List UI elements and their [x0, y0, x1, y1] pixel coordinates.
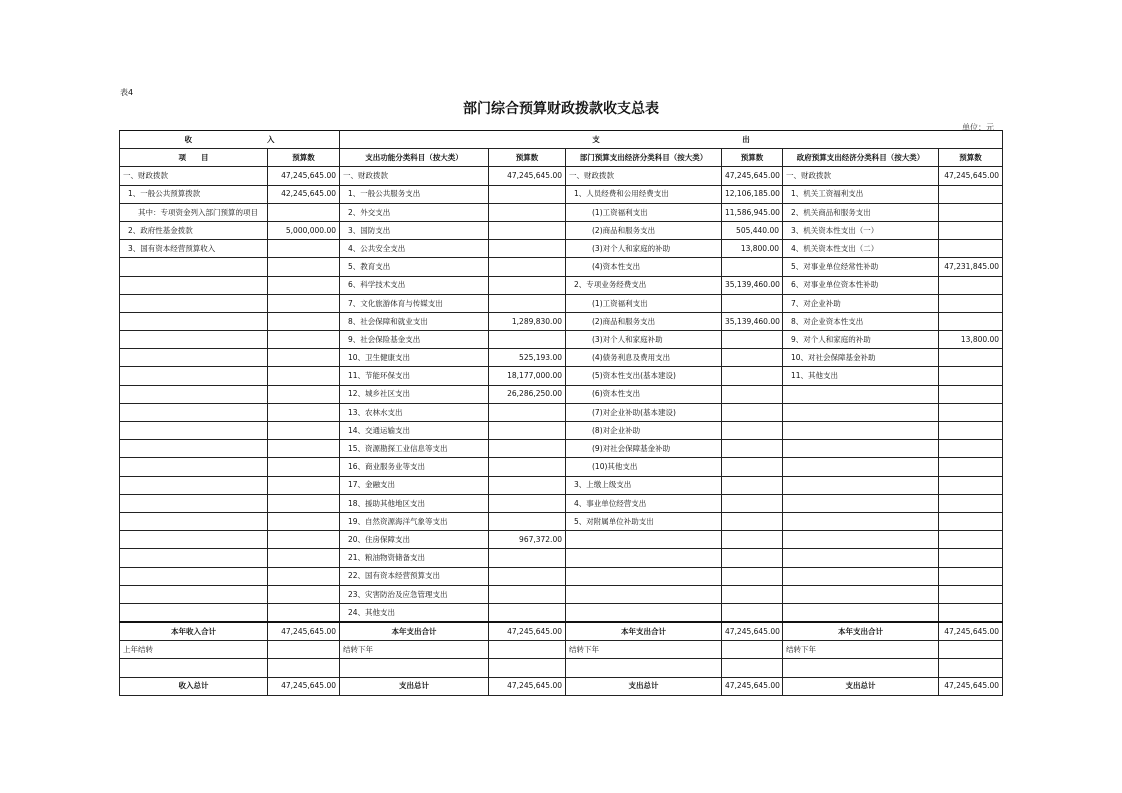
- col-header-budget: 预算数: [268, 149, 340, 167]
- budget-amount-cell: 1,289,830.00: [489, 312, 566, 330]
- budget-amount-cell: [722, 458, 783, 476]
- budget-amount-cell: [268, 276, 340, 294]
- budget-amount-cell: [268, 312, 340, 330]
- table-row: [120, 331, 1003, 349]
- item-label-cell: [120, 476, 268, 494]
- budget-amount-cell: [268, 512, 340, 530]
- budget-amount-cell: [939, 567, 1003, 585]
- budget-amount-cell: 47,245,645.00: [268, 677, 340, 695]
- table-row: [120, 403, 1003, 421]
- budget-amount-cell: [722, 294, 783, 312]
- budget-amount-cell: [268, 385, 340, 403]
- item-label-cell: 16、商业服务业等支出: [340, 458, 489, 476]
- item-label-cell: [566, 531, 722, 549]
- budget-amount-cell: 47,245,645.00: [939, 622, 1003, 641]
- page-title: 部门综合预算财政拨款收支总表: [463, 101, 659, 117]
- item-label-cell: 3、国有资本经营预算收入: [120, 240, 268, 258]
- item-label-cell: 5、对附属单位补助支出: [566, 512, 722, 530]
- col-header-budget: 预算数: [489, 149, 566, 167]
- item-label-cell: 本年支出合计: [783, 622, 939, 641]
- budget-amount-cell: [268, 258, 340, 276]
- table-row: [120, 549, 1003, 567]
- budget-amount-cell: 18,177,000.00: [489, 367, 566, 385]
- year-total-row: [120, 622, 1003, 641]
- budget-amount-cell: [939, 349, 1003, 367]
- table-row: [120, 458, 1003, 476]
- budget-amount-cell: [939, 440, 1003, 458]
- item-label-cell: [783, 476, 939, 494]
- budget-amount-cell: [268, 403, 340, 421]
- budget-amount-cell: [268, 331, 340, 349]
- empty-cell: [489, 659, 566, 677]
- budget-amount-cell: [489, 276, 566, 294]
- item-label-cell: [783, 458, 939, 476]
- item-label-cell: [120, 512, 268, 530]
- budget-table: [119, 130, 1003, 696]
- item-label-cell: (7)对企业补助(基本建设): [566, 403, 722, 421]
- item-label-cell: 一、财政拨款: [340, 167, 489, 185]
- item-label-cell: 结转下年: [340, 641, 489, 659]
- budget-amount-cell: [722, 494, 783, 512]
- table-row: [120, 276, 1003, 294]
- item-label-cell: [120, 585, 268, 603]
- budget-amount-cell: 505,440.00: [722, 221, 783, 239]
- item-label-cell: 支出总计: [783, 677, 939, 695]
- table-row: [120, 258, 1003, 276]
- item-label-cell: 2、专项业务经费支出: [566, 276, 722, 294]
- budget-amount-cell: [268, 549, 340, 567]
- item-label-cell: 一、财政拨款: [120, 167, 268, 185]
- table-row: [120, 167, 1003, 185]
- budget-amount-cell: 47,245,645.00: [722, 167, 783, 185]
- item-label-cell: 9、社会保险基金支出: [340, 331, 489, 349]
- column-header-row: [120, 149, 1003, 167]
- budget-amount-cell: [268, 349, 340, 367]
- item-label-cell: 4、事业单位经营支出: [566, 494, 722, 512]
- budget-amount-cell: [722, 549, 783, 567]
- budget-amount-cell: [489, 258, 566, 276]
- item-label-cell: 3、机关资本性支出（一）: [783, 221, 939, 239]
- budget-amount-cell: [268, 531, 340, 549]
- item-label-cell: [783, 585, 939, 603]
- item-label-cell: 7、对企业补助: [783, 294, 939, 312]
- item-label-cell: [783, 422, 939, 440]
- budget-amount-cell: [722, 258, 783, 276]
- budget-amount-cell: [489, 422, 566, 440]
- table-row: [120, 385, 1003, 403]
- budget-amount-cell: [268, 422, 340, 440]
- item-label-cell: [120, 312, 268, 330]
- budget-amount-cell: [722, 331, 783, 349]
- budget-amount-cell: 13,800.00: [939, 331, 1003, 349]
- budget-amount-cell: [939, 603, 1003, 622]
- table-row: [120, 185, 1003, 203]
- budget-amount-cell: 35,139,460.00: [722, 312, 783, 330]
- budget-amount-cell: 12,106,185.00: [722, 185, 783, 203]
- item-label-cell: 其中：专项资金列入部门预算的项目: [120, 203, 268, 221]
- budget-amount-cell: [939, 312, 1003, 330]
- item-label-cell: [120, 603, 268, 622]
- item-label-cell: [120, 349, 268, 367]
- item-label-cell: 5、对事业单位经常性补助: [783, 258, 939, 276]
- budget-amount-cell: [939, 494, 1003, 512]
- item-label-cell: [783, 403, 939, 421]
- col-header-dept-econ-class: 部门预算支出经济分类科目（按大类）: [566, 149, 722, 167]
- item-label-cell: 11、节能环保支出: [340, 367, 489, 385]
- budget-amount-cell: [722, 567, 783, 585]
- item-label-cell: (2)商品和服务支出: [566, 221, 722, 239]
- budget-amount-cell: 47,245,645.00: [722, 677, 783, 695]
- item-label-cell: 本年支出合计: [566, 622, 722, 641]
- table-row: [120, 294, 1003, 312]
- item-label-cell: 2、机关商品和服务支出: [783, 203, 939, 221]
- item-label-cell: (3)对个人和家庭补助: [566, 331, 722, 349]
- unit-label: 单位：元: [962, 123, 994, 132]
- budget-amount-cell: 35,139,460.00: [722, 276, 783, 294]
- item-label-cell: 12、城乡社区支出: [340, 385, 489, 403]
- income-group-header: 收 入: [120, 131, 340, 149]
- spacer-row: [120, 659, 1003, 677]
- budget-amount-cell: [489, 641, 566, 659]
- budget-amount-cell: [939, 367, 1003, 385]
- col-header-budget: 预算数: [722, 149, 783, 167]
- item-label-cell: [120, 531, 268, 549]
- item-label-cell: 22、国有资本经营预算支出: [340, 567, 489, 585]
- item-label-cell: [120, 403, 268, 421]
- budget-amount-cell: [939, 185, 1003, 203]
- budget-amount-cell: 42,245,645.00: [268, 185, 340, 203]
- item-label-cell: [120, 367, 268, 385]
- budget-amount-cell: [489, 549, 566, 567]
- item-label-cell: 23、灾害防治及应急管理支出: [340, 585, 489, 603]
- budget-amount-cell: [722, 440, 783, 458]
- budget-amount-cell: [939, 549, 1003, 567]
- col-header-budget: 预算数: [939, 149, 1003, 167]
- budget-amount-cell: [722, 349, 783, 367]
- item-label-cell: 4、公共安全支出: [340, 240, 489, 258]
- budget-amount-cell: 47,245,645.00: [489, 677, 566, 695]
- item-label-cell: 4、机关资本性支出（二）: [783, 240, 939, 258]
- table-row: [120, 312, 1003, 330]
- budget-amount-cell: [722, 641, 783, 659]
- item-label-cell: 6、对事业单位资本性补助: [783, 276, 939, 294]
- item-label-cell: 本年支出合计: [340, 622, 489, 641]
- budget-amount-cell: 47,231,845.00: [939, 258, 1003, 276]
- budget-amount-cell: [268, 585, 340, 603]
- table-row: [120, 531, 1003, 549]
- table-row: [120, 367, 1003, 385]
- budget-amount-cell: 26,286,250.00: [489, 385, 566, 403]
- budget-amount-cell: 47,245,645.00: [268, 167, 340, 185]
- item-label-cell: (1)工资福利支出: [566, 294, 722, 312]
- budget-amount-cell: [939, 276, 1003, 294]
- item-label-cell: 收入总计: [120, 677, 268, 695]
- item-label-cell: [120, 331, 268, 349]
- empty-cell: [268, 659, 340, 677]
- col-header-gov-econ-class: 政府预算支出经济分类科目（按大类）: [783, 149, 939, 167]
- budget-amount-cell: [939, 422, 1003, 440]
- budget-amount-cell: [268, 641, 340, 659]
- item-label-cell: (6)资本性支出: [566, 385, 722, 403]
- item-label-cell: 17、金融支出: [340, 476, 489, 494]
- item-label-cell: [120, 385, 268, 403]
- item-label-cell: 10、卫生健康支出: [340, 349, 489, 367]
- item-label-cell: (8)对企业补助: [566, 422, 722, 440]
- item-label-cell: 7、文化旅游体育与传媒支出: [340, 294, 489, 312]
- budget-amount-cell: [939, 512, 1003, 530]
- item-label-cell: [783, 531, 939, 549]
- budget-amount-cell: [268, 294, 340, 312]
- budget-amount-cell: [722, 603, 783, 622]
- budget-amount-cell: [489, 512, 566, 530]
- budget-amount-cell: [939, 531, 1003, 549]
- table-row: [120, 221, 1003, 239]
- item-label-cell: 结转下年: [783, 641, 939, 659]
- budget-amount-cell: [722, 403, 783, 421]
- item-label-cell: 13、农林水支出: [340, 403, 489, 421]
- item-label-cell: 1、人员经费和公用经费支出: [566, 185, 722, 203]
- empty-cell: [120, 659, 268, 677]
- budget-amount-cell: [489, 331, 566, 349]
- item-label-cell: 3、国防支出: [340, 221, 489, 239]
- budget-amount-cell: [489, 403, 566, 421]
- budget-amount-cell: [722, 422, 783, 440]
- table-row: [120, 203, 1003, 221]
- empty-cell: [566, 659, 722, 677]
- item-label-cell: 支出总计: [566, 677, 722, 695]
- item-label-cell: 1、一般公共服务支出: [340, 185, 489, 203]
- item-label-cell: 24、其他支出: [340, 603, 489, 622]
- item-label-cell: 6、科学技术支出: [340, 276, 489, 294]
- budget-amount-cell: 13,800.00: [722, 240, 783, 258]
- budget-amount-cell: [489, 440, 566, 458]
- item-label-cell: 支出总计: [340, 677, 489, 695]
- item-label-cell: (9)对社会保障基金补助: [566, 440, 722, 458]
- budget-amount-cell: [489, 567, 566, 585]
- empty-cell: [783, 659, 939, 677]
- item-label-cell: [120, 458, 268, 476]
- item-label-cell: 21、粮油物资储备支出: [340, 549, 489, 567]
- col-header-function-class: 支出功能分类科目（按大类）: [340, 149, 489, 167]
- item-label-cell: [566, 603, 722, 622]
- budget-amount-cell: [722, 512, 783, 530]
- budget-amount-cell: [722, 385, 783, 403]
- item-label-cell: [783, 440, 939, 458]
- table-row: [120, 349, 1003, 367]
- table-row: [120, 422, 1003, 440]
- table-tag: 表4: [120, 88, 134, 97]
- item-label-cell: [783, 549, 939, 567]
- item-label-cell: 8、社会保障和就业支出: [340, 312, 489, 330]
- budget-amount-cell: 47,245,645.00: [939, 677, 1003, 695]
- item-label-cell: [120, 258, 268, 276]
- item-label-cell: (4)债务利息及费用支出: [566, 349, 722, 367]
- budget-amount-cell: [939, 403, 1003, 421]
- budget-amount-cell: [268, 476, 340, 494]
- item-label-cell: 3、上缴上级支出: [566, 476, 722, 494]
- item-label-cell: (2)商品和服务支出: [566, 312, 722, 330]
- item-label-cell: 14、交通运输支出: [340, 422, 489, 440]
- budget-amount-cell: 525,193.00: [489, 349, 566, 367]
- item-label-cell: [566, 585, 722, 603]
- item-label-cell: 11、其他支出: [783, 367, 939, 385]
- budget-amount-cell: [939, 240, 1003, 258]
- item-label-cell: [783, 603, 939, 622]
- budget-amount-cell: [489, 240, 566, 258]
- item-label-cell: 一、财政拨款: [783, 167, 939, 185]
- item-label-cell: 15、资源勘探工业信息等支出: [340, 440, 489, 458]
- budget-amount-cell: [268, 603, 340, 622]
- item-label-cell: 2、外交支出: [340, 203, 489, 221]
- budget-amount-cell: [268, 203, 340, 221]
- item-label-cell: [566, 549, 722, 567]
- item-label-cell: 本年收入合计: [120, 622, 268, 641]
- item-label-cell: [120, 422, 268, 440]
- item-label-cell: 结转下年: [566, 641, 722, 659]
- item-label-cell: 18、援助其他地区支出: [340, 494, 489, 512]
- budget-amount-cell: [489, 476, 566, 494]
- table-row: [120, 240, 1003, 258]
- budget-amount-cell: [489, 185, 566, 203]
- item-label-cell: (3)对个人和家庭的补助: [566, 240, 722, 258]
- item-label-cell: [566, 567, 722, 585]
- budget-amount-cell: [722, 531, 783, 549]
- item-label-cell: 1、机关工资福利支出: [783, 185, 939, 203]
- budget-amount-cell: 47,245,645.00: [489, 167, 566, 185]
- budget-amount-cell: [489, 203, 566, 221]
- col-header-item: 项 目: [120, 149, 268, 167]
- item-label-cell: 上年结转: [120, 641, 268, 659]
- budget-amount-cell: [939, 641, 1003, 659]
- budget-amount-cell: [939, 221, 1003, 239]
- item-label-cell: (10)其他支出: [566, 458, 722, 476]
- budget-amount-cell: [939, 458, 1003, 476]
- budget-amount-cell: [489, 494, 566, 512]
- budget-amount-cell: [939, 476, 1003, 494]
- item-label-cell: [120, 440, 268, 458]
- item-label-cell: 一、财政拨款: [566, 167, 722, 185]
- budget-amount-cell: [268, 367, 340, 385]
- budget-amount-cell: [489, 221, 566, 239]
- table-row: [120, 585, 1003, 603]
- item-label-cell: 19、自然资源海洋气象等支出: [340, 512, 489, 530]
- budget-amount-cell: 47,245,645.00: [939, 167, 1003, 185]
- budget-amount-cell: [489, 294, 566, 312]
- budget-amount-cell: [489, 458, 566, 476]
- budget-amount-cell: [722, 367, 783, 385]
- item-label-cell: [120, 276, 268, 294]
- item-label-cell: [120, 294, 268, 312]
- table-row: [120, 440, 1003, 458]
- item-label-cell: (1)工资福利支出: [566, 203, 722, 221]
- budget-amount-cell: [939, 585, 1003, 603]
- budget-amount-cell: [939, 385, 1003, 403]
- budget-amount-cell: [722, 476, 783, 494]
- budget-amount-cell: [939, 294, 1003, 312]
- grand-total-row: [120, 677, 1003, 695]
- carry-over-row: [120, 641, 1003, 659]
- item-label-cell: 8、对企业资本性支出: [783, 312, 939, 330]
- budget-amount-cell: [268, 567, 340, 585]
- table-row: [120, 567, 1003, 585]
- empty-cell: [722, 659, 783, 677]
- budget-amount-cell: [268, 240, 340, 258]
- empty-cell: [340, 659, 489, 677]
- item-label-cell: 20、住房保障支出: [340, 531, 489, 549]
- item-label-cell: 9、对个人和家庭的补助: [783, 331, 939, 349]
- item-label-cell: 5、教育支出: [340, 258, 489, 276]
- table-row: [120, 603, 1003, 622]
- item-label-cell: (5)资本性支出(基本建设): [566, 367, 722, 385]
- budget-amount-cell: [489, 603, 566, 622]
- item-label-cell: [120, 549, 268, 567]
- budget-amount-cell: [268, 458, 340, 476]
- budget-amount-cell: 967,372.00: [489, 531, 566, 549]
- budget-amount-cell: [939, 203, 1003, 221]
- budget-amount-cell: [268, 440, 340, 458]
- item-label-cell: [120, 567, 268, 585]
- item-label-cell: 1、一般公共预算拨款: [120, 185, 268, 203]
- budget-amount-cell: [268, 494, 340, 512]
- item-label-cell: [783, 385, 939, 403]
- item-label-cell: [783, 567, 939, 585]
- item-label-cell: 2、政府性基金拨款: [120, 221, 268, 239]
- empty-cell: [939, 659, 1003, 677]
- budget-amount-cell: 47,245,645.00: [268, 622, 340, 641]
- budget-amount-cell: [722, 585, 783, 603]
- expense-group-header: 支 出: [340, 131, 1003, 149]
- item-label-cell: [120, 494, 268, 512]
- budget-amount-cell: 5,000,000.00: [268, 221, 340, 239]
- table-row: [120, 476, 1003, 494]
- budget-amount-cell: 11,586,945.00: [722, 203, 783, 221]
- budget-amount-cell: 47,245,645.00: [489, 622, 566, 641]
- item-label-cell: 10、对社会保障基金补助: [783, 349, 939, 367]
- table-row: [120, 494, 1003, 512]
- item-label-cell: [783, 512, 939, 530]
- item-label-cell: [783, 494, 939, 512]
- budget-amount-cell: [489, 585, 566, 603]
- table-row: [120, 512, 1003, 530]
- budget-amount-cell: 47,245,645.00: [722, 622, 783, 641]
- item-label-cell: (4)资本性支出: [566, 258, 722, 276]
- group-header-row: [120, 131, 1003, 149]
